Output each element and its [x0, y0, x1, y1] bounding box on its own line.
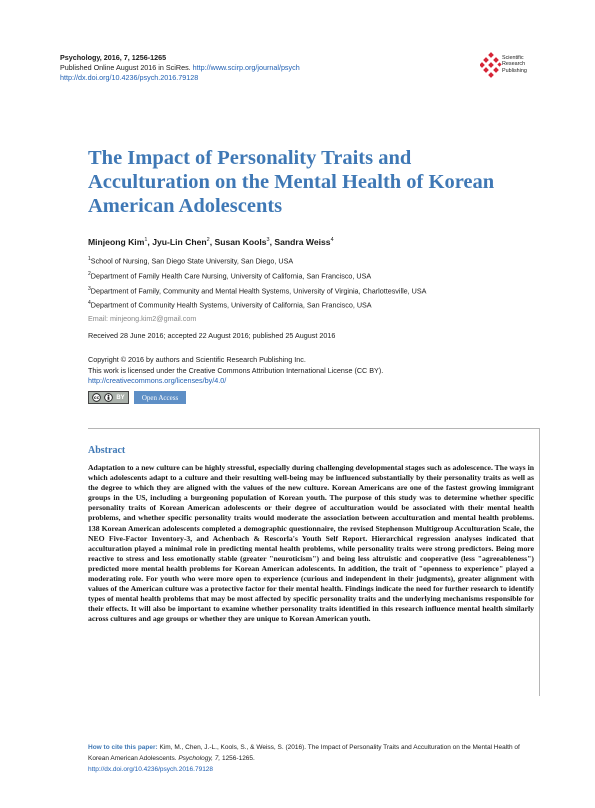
abstract-text: Adaptation to a new culture can be highly stressful, especially during challenging developmental stages such as adolescence. The ways in which adolescents adapt to a culture and their resulting well-being may be influenced substantially by their personality traits as well as the degree to which they are aligned with the values of the new culture. Korean Americans are one of the fastest growing immigrant groups in the US, including a burgeoning population of Korean youth. The purpose of this study was to determine whether specific personality traits of Korean American adolescents or their degree of acculturation would be associated with their mental health problems, and whether specific personality traits would moderate the association between acculturation and mental health problems. 138 Korean American adolescents completed a demographic questionnaire, the revised Stephenson Multigroup Acculturation Scale, the NEO Five-Factor Inventory-3, and Achenbach & Rescorla's Youth Self Report. Hierarchical regression analyses indicated that acculturation played a minimal role in predicting mental health problems, while personality traits were strong predictors. Being more reactive to stress and less emotionally stable (greater "neuroticism") and being less altruistic and cooperative (less "agreeableness") predicted more mental health problems for Korean American adolescents. In addition, the trait of "openness to experience" played a moderating role. For youth who were more open to experience (curious and independent in their judgments), greater alignment with values of the American culture was a protective factor for their mental health. Findings indicate the need for further research to identify types of mental health problems that may be most affected by specific personality traits and the underlying mechanisms responsible for their effects. It will also be important to examine whether personality traits identified in this research influence mental health similarly across cultures and age groups or whether they are unique to Korean American youth. [88, 463, 534, 624]
affiliation-text: Department of Community Health Systems, University of California, San Francisco, USA [90, 300, 372, 310]
copyright-line: Copyright © 2016 by authors and Scientific Research Publishing Inc. [88, 355, 306, 364]
author-affil-sup: 4 [330, 237, 334, 244]
logo-line-2: Research [502, 61, 526, 68]
license-line: This work is licensed under the Creative Commons Attribution International License (CC BY). [88, 365, 384, 375]
cc-by-badge[interactable] [88, 391, 129, 404]
journal-doi-link[interactable]: http://dx.doi.org/10.4236/psych.2016.79128 [60, 73, 199, 83]
license-link[interactable]: http://creativecommons.org/licenses/by/4.0/ [88, 376, 227, 385]
author-affil-sup: 3 [266, 237, 270, 244]
how-to-cite [88, 743, 538, 775]
affiliation-sup: 2 [88, 270, 91, 277]
cite-text: Kim, M., Chen, J.-L., Kools, S., & Weiss, S. (2016). The Impact of Personality Traits and Acculturation on the Mental Health of Korean American Adolescents. [88, 744, 520, 762]
affiliation-item [88, 268, 426, 283]
cite-pages: 1256-1265. [221, 754, 255, 762]
author-list: Minjeong Kim$^1$, Jyu-Lin Chen$^2$, Susan Kools$^3$, Sandra Weiss$^4$ [88, 237, 334, 247]
publisher-diamond-icon [480, 52, 502, 80]
affiliation-sup: 3 [88, 285, 91, 292]
published-prefix: Published Online August 2016 in SciRes. [60, 63, 191, 73]
affiliation-text: School of Nursing, San Diego State University, San Diego, USA [90, 256, 294, 266]
article-dates: Received 28 June 2016; accepted 22 August 2016; published 25 August 2016 [88, 331, 336, 340]
logo-line-1: Scientific [502, 55, 524, 61]
creative-commons-icon [92, 393, 101, 402]
attribution-person-icon [104, 393, 113, 402]
journal-title: Psychology, 2016, 7, 1256-1265 [60, 53, 167, 62]
article-title: The Impact of Personality Traits and Acculturation on the Mental Health of Korean American Adolescents [88, 147, 495, 217]
cite-doi-link[interactable]: http://dx.doi.org/10.4236/psych.2016.79128 [88, 765, 214, 773]
journal-url-link[interactable]: http://www.scirp.org/journal/psych [192, 63, 300, 73]
cite-journal: Psychology, 7, [178, 754, 221, 762]
journal-header [60, 53, 300, 84]
affiliation-item [88, 283, 426, 298]
open-access-badge[interactable]: Open Access [134, 391, 186, 404]
author-name: Jyu-Lin Chen [152, 237, 207, 247]
logo-line-3: Publishing [502, 67, 527, 74]
affiliation-text: Department of Family, Community and Mental Health Systems, University of Virginia, Charlottesville, USA [90, 285, 427, 295]
affiliation-sup: 4 [88, 300, 91, 307]
publisher-logo [480, 52, 550, 82]
affiliations [88, 253, 426, 326]
affiliation-item [88, 297, 426, 312]
cite-label: How to cite this paper: [88, 744, 158, 751]
author-affil-sup: 1 [144, 237, 148, 244]
author-name: Sandra Weiss [274, 237, 331, 247]
corresponding-email[interactable]: Email: minjeong.kim2@gmail.com [88, 314, 197, 324]
author-affil-sup: 2 [206, 237, 210, 244]
author-name: Susan Kools [214, 237, 267, 247]
published-line [60, 63, 300, 73]
cc-by-label: BY [116, 394, 125, 401]
copyright-block [88, 355, 383, 387]
abstract-heading: Abstract [88, 445, 126, 456]
author-name: Minjeong Kim [88, 237, 145, 247]
affiliation-item [88, 253, 426, 268]
svg-text:cc: cc [94, 396, 100, 402]
publisher-logo-text [502, 55, 527, 74]
affiliation-text: Department of Family Health Care Nursing, University of California, San Francisco, USA [90, 271, 372, 281]
affiliation-sup: 1 [88, 256, 91, 262]
